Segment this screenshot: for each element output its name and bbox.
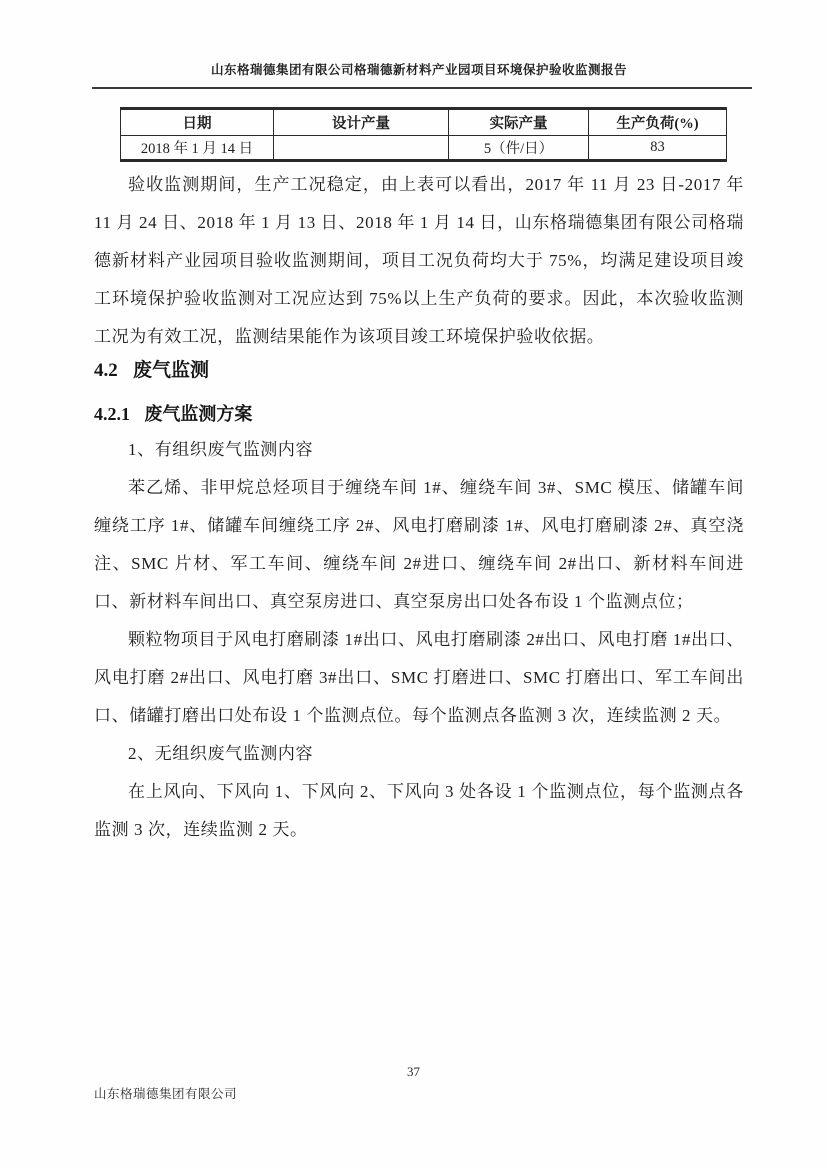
section-heading-4-2-1 — [94, 402, 744, 427]
table-row — [121, 136, 727, 161]
page-number: 37 — [407, 1064, 420, 1079]
table-cell-actual-output: 5（件/日） — [449, 136, 589, 161]
paragraph-unorganized-gas-points: 在上风向、下风向 1、下风向 2、下风向 3 处各设 1 个监测点位，每个监测点各监测 3 次，连续监测 2 天。 — [94, 782, 744, 839]
subsection-number: 4.2.1 — [94, 404, 130, 424]
section-number: 4.2 — [94, 360, 118, 381]
page-content — [94, 0, 744, 849]
list-item-unorganized-gas: 2、无组织废气监测内容 — [128, 744, 314, 763]
section-heading-4-2 — [94, 358, 744, 384]
table-header-row — [121, 109, 727, 136]
header-title: 山东格瑞德集团有限公司格瑞德新材料产业园项目环境保护验收监测报告 — [210, 63, 627, 77]
list-item-organized-gas: 1、有组织废气监测内容 — [128, 440, 314, 459]
paragraph-particulate-points: 颗粒物项目于风电打磨刷漆 1#出口、风电打磨刷漆 2#出口、风电打磨 1#出口、风电打磨 2#出口、风电打磨 3#出口、SMC 打磨进口、SMC 打磨出口、军工车间出口、储罐打磨出口处布设 1 个监测点位。每个监测点各监测 3 次，连续监测 2 天。 — [94, 630, 744, 725]
footer-company-name: 山东格瑞德集团有限公司 — [94, 1087, 238, 1101]
table-cell-date: 2018 年 1 月 14 日 — [121, 136, 274, 161]
subsection-title: 废气监测方案 — [144, 404, 253, 424]
table-cell-production-load: 83 — [589, 136, 727, 161]
production-load-table — [120, 107, 727, 162]
table-header-actual-output: 实际产量 — [449, 109, 589, 136]
table-header-production-load: 生产负荷(%) — [589, 109, 727, 136]
paragraph-organized-gas-points: 苯乙烯、非甲烷总烃项目于缠绕车间 1#、缠绕车间 3#、SMC 模压、储罐车间缠绕工序 1#、储罐车间缠绕工序 2#、风电打磨刷漆 1#、风电打磨刷漆 2#、真空浇注、SMC 片材、军工车间、缠绕车间 2#进口、缠绕车间 2#出口、新材料车间进口、新材料车间出口、真空泵房进口、真空泵房出口处各布设 1 个监测点位； — [94, 478, 744, 611]
table-cell-design-output — [274, 136, 449, 161]
paragraph-workload-summary: 验收监测期间，生产工况稳定，由上表可以看出，2017 年 11 月 23 日-2017 年 11 月 24 日、2018 年 1 月 13 日、2018 年 1 月 14 日，山东格瑞德集团有限公司格瑞德新材料产业园项目验收监测期间，项目工况负荷均大于 75%，均满足建设项目竣工环境保护验收监测对工况应达到 75%以上生产负荷的要求。因此，本次验收监测工况为有效工况，监测结果能作为该项目竣工环境保护验收依据。 — [94, 175, 744, 346]
page-header — [94, 0, 744, 89]
header-rule — [92, 87, 752, 89]
table-header-design-output: 设计产量 — [274, 109, 449, 136]
section-title: 废气监测 — [132, 360, 209, 381]
table-header-date: 日期 — [121, 109, 274, 136]
